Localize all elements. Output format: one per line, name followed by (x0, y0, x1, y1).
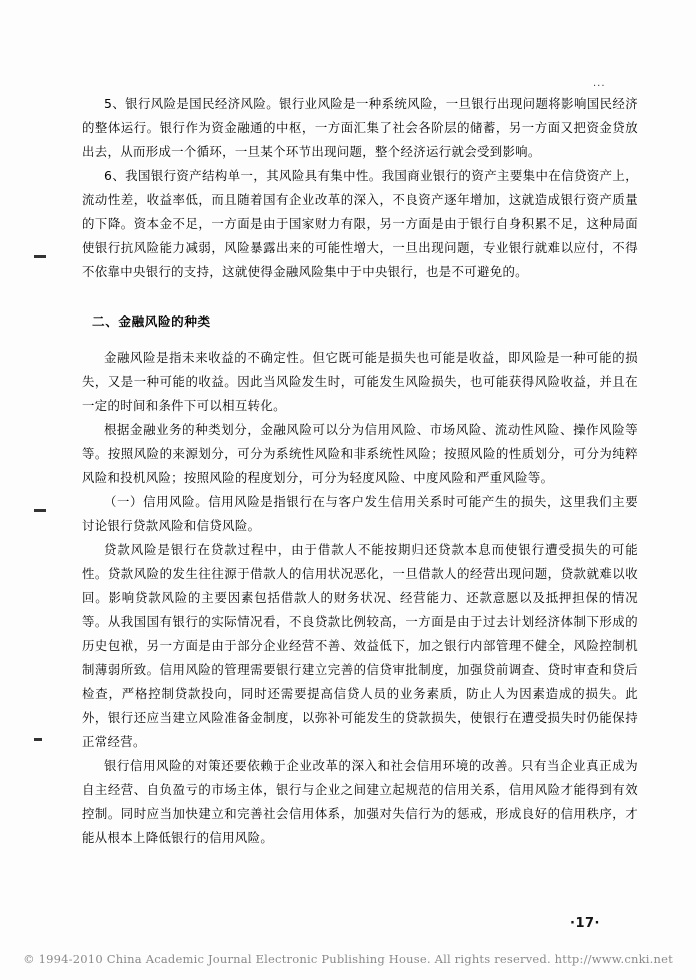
paragraph-risk-6: 6、我国银行资产结构单一，其风险具有集中性。我国商业银行的资产主要集中在信贷资产上，流动性差，收益率低，而且随着国有企业改革的深入，不良资产逐年增加，这就造成银行资产质量的下降。资本金不足，一方面是由于国家财力有限，另一方面是由于银行自身积累不足，这种局面使银行抗风险能力减弱，风险暴露出来的可能性增大，一旦出现问题，专业银行就难以应付，不得不依靠中央银行的支持，这就使得金融风险集中于中央银行，也是不可避免的。 (82, 168, 638, 279)
page-number: ·17· (570, 916, 600, 931)
paragraph-classification: 根据金融业务的种类划分，金融风险可以分为信用风险、市场风险、流动性风险、操作风险等等。按照风险的来源划分，可分为系统性风险和非系统性风险；按照风险的性质划分，可分为纯粹风险和投机风险；按照风险的程度划分，可分为轻度风险、中度风险和严重风险等。 (82, 422, 638, 485)
paragraph-countermeasures: 银行信用风险的对策还要依赖于企业改革的深入和社会信用环境的改善。只有当企业真正成为自主经营、自负盈亏的市场主体，银行与企业之间建立起规范的信用关系，信用风险才能得到有效控制。同时应当加快建立和完善社会信用体系，加强对失信行为的惩戒，形成良好的信用秩序，才能从根本上降低银行的信用风险。 (82, 758, 638, 845)
margin-mark (34, 738, 42, 741)
header-mark: ... (593, 78, 606, 89)
copyright-footer: © 1994-2010 China Academic Journal Electronic Publishing House. All rights reserved. http://www.cnki.net (23, 952, 673, 966)
paragraph-risk-5: 5、银行风险是国民经济风险。银行业风险是一种系统风险，一旦银行出现问题将影响国民经济的整体运行。银行作为资金融通的中枢，一方面汇集了社会各阶层的储蓄，另一方面又把资金贷放出去，从而形成一个循环，一旦某个环节出现问题，整个经济运行就会受到影响。 (82, 96, 638, 159)
margin-mark (34, 255, 46, 258)
paragraph-credit-risk: （一）信用风险。信用风险是指银行在与客户发生信用关系时可能产生的损失，这里我们主要讨论银行贷款风险和信贷风险。 (82, 494, 638, 533)
paragraph-loan-risk: 贷款风险是银行在贷款过程中，由于借款人不能按期归还贷款本息而使银行遭受损失的可能性。贷款风险的发生往往源于借款人的信用状况恶化，一旦借款人的经营出现问题，贷款就难以收回。影响贷款风险的主要因素包括借款人的财务状况、经营能力、还款意愿以及抵押担保的情况等。从我国国有银行的实际情况看，不良贷款比例较高，一方面是由于过去计划经济体制下形成的历史包袱，另一方面是由于部分企业经营不善、效益低下，加之银行内部管理不健全，风险控制机制薄弱所致。信用风险的管理需要银行建立完善的信贷审批制度，加强贷前调查、贷时审查和贷后检查，严格控制贷款投向，同时还需要提高信贷人员的业务素质，防止人为因素造成的损失。此外，银行还应当建立风险准备金制度，以弥补可能发生的贷款损失，使银行在遭受损失时仍能保持正常经营。 (82, 542, 638, 749)
article-body (82, 92, 638, 850)
margin-mark (34, 509, 46, 512)
paragraph-definition: 金融风险是指未来收益的不确定性。但它既可能是损失也可能是收益，即风险是一种可能的损失，又是一种可能的收益。因此当风险发生时，可能发生风险损失，也可能获得风险收益，并且在一定的时间和条件下可以相互转化。 (82, 350, 638, 413)
section-heading: 二、金融风险的种类 (92, 314, 211, 329)
